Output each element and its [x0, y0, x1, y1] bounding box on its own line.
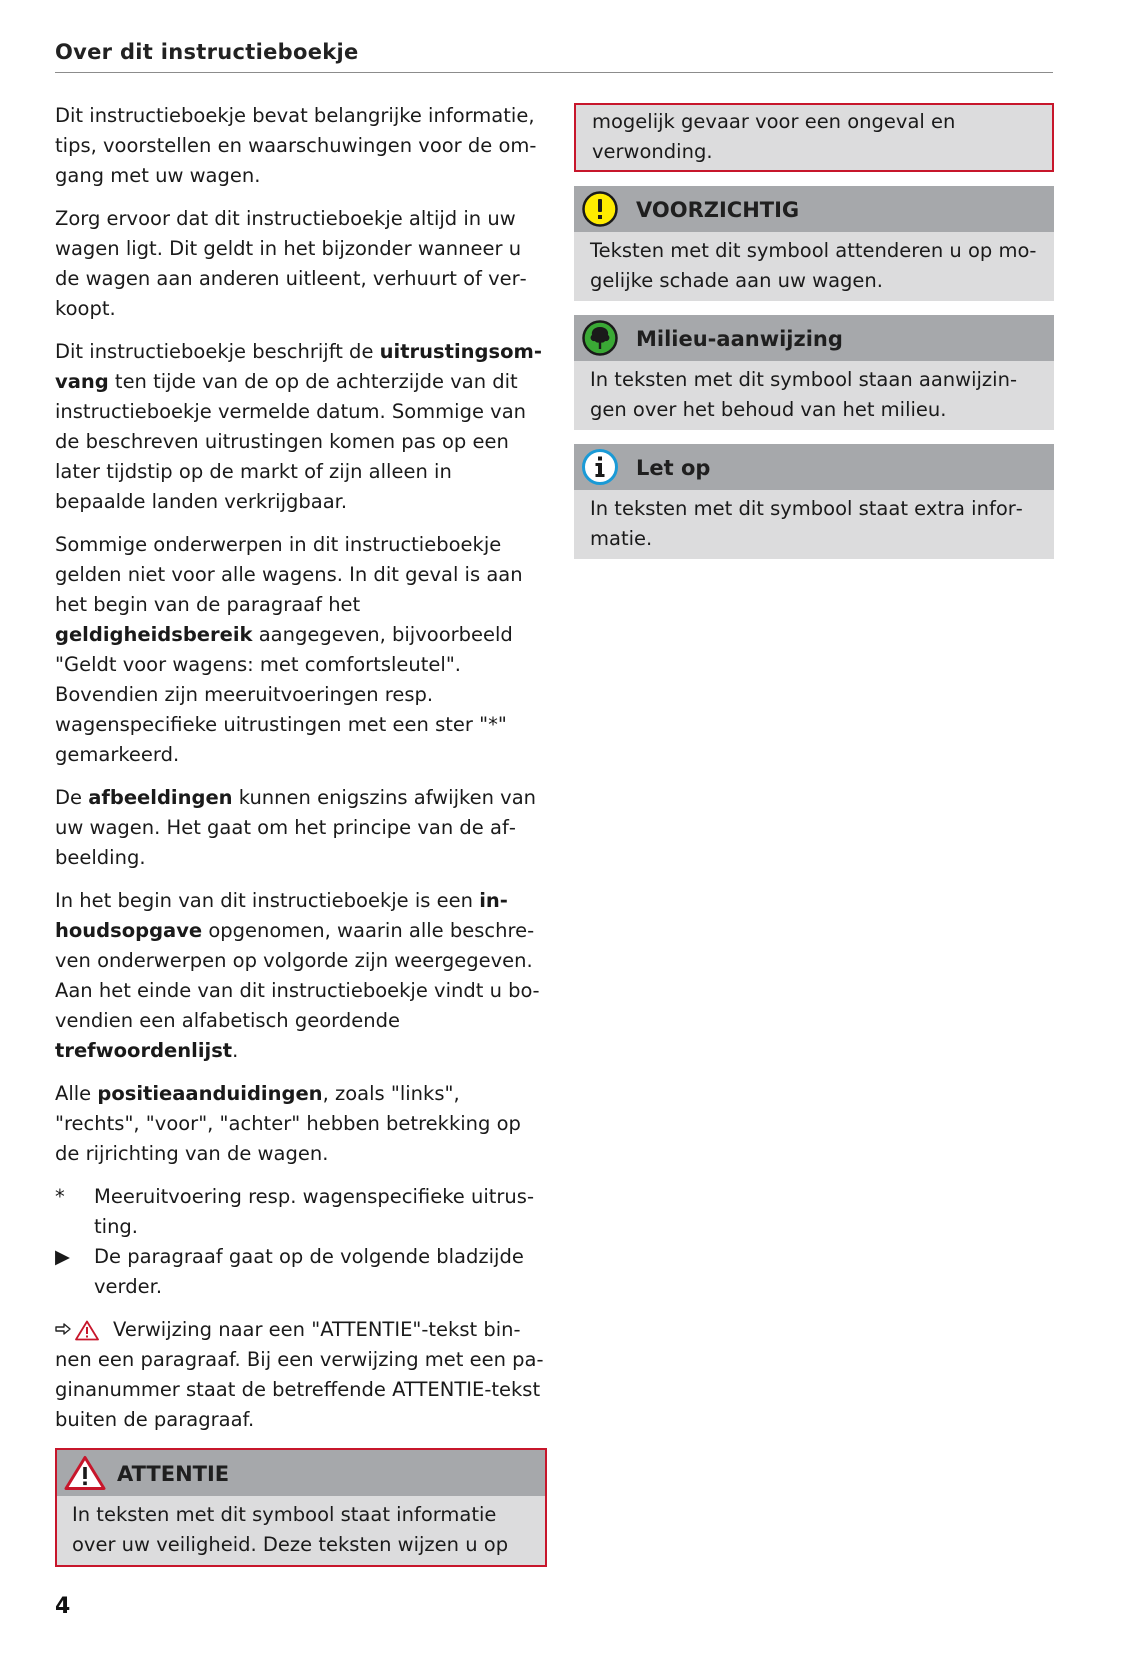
paragraph-intro: Dit instructieboekje bevat belangrijke informatie, tips, voorstellen en waarschuwingen voor de omgang met uw wagen. — [55, 104, 537, 187]
paragraph-images: De afbeeldingen kunnen enigszins afwijken van uw wagen. Het gaat om het principe van de afbeelding. — [55, 786, 537, 869]
warning-triangle-icon — [64, 1455, 106, 1491]
page-header — [55, 38, 1053, 73]
bold-term: inhoudsopgave — [55, 889, 508, 942]
attention-box-header — [57, 1450, 545, 1496]
page-number: 4 — [55, 1594, 71, 1619]
paragraph-validity: Sommige onderwerpen in dit instructieboekje gelden niet voor alle wagens. In dit geval is aan het begin van de paragraaf het geldigheidsbereik aangegeven, bijvoorbeeld "Geldt voor wagens: met comfortsleutel". Bovendien zijn meeruitvoeringen resp. wagenspecifieke uitrustingen met een ster "*" gemarkeerd. — [55, 533, 523, 766]
left-column — [55, 101, 547, 1581]
list-item-text: Meeruitvoering resp. wagenspecifieke uitrusting. — [94, 1185, 534, 1238]
arrow-right-icon — [55, 1323, 72, 1335]
paragraph-equipment-scope: Dit instructieboekje beschrijft de uitrustingsomvang ten tijde van de op de achterzijde van dit instructieboekje vermelde datum. Sommige van de beschreven uitrustingen komen pas op een later tijdstip op de markt of zijn alleen in bepaalde landen verkrijgbaar. — [55, 340, 542, 513]
environment-box-header — [574, 315, 1054, 361]
right-column — [574, 103, 1054, 573]
bold-term: geldigheidsbereik — [55, 623, 253, 646]
page-title: Over dit instructieboekje — [55, 40, 359, 64]
attention-title: ATTENTIE — [117, 1462, 230, 1486]
warning-triangle-icon — [75, 1320, 99, 1341]
paragraph-contents: In het begin van dit instructieboekje is een inhoudsopgave opgenomen, waarin alle beschreven onderwerpen op volgorde zijn weergegeven. Aan het einde van dit instructieboekje vindt u bovendien een alfabetisch geordende trefwoordenlijst. — [55, 889, 540, 1062]
bold-term: uitrustingsomvang — [55, 340, 542, 393]
tree-icon — [581, 319, 619, 357]
environment-body: In teksten met dit symbool staan aanwijzingen over het behoud van het milieu. — [574, 361, 1054, 430]
list-item — [55, 1242, 547, 1302]
attention-box — [55, 1448, 547, 1567]
caution-title: VOORZICHTIG — [636, 198, 800, 222]
exclamation-circle-icon — [581, 190, 619, 228]
paragraph-keep-in-car: Zorg ervoor dat dit instructieboekje altijd in uw wagen ligt. Dit geldt in het bijzonder wanneer u de wagen aan anderen uitleent, verhuurt of verkoopt. — [55, 207, 527, 320]
note-body: In teksten met dit symbool staat extra informatie. — [574, 490, 1054, 559]
environment-box — [574, 315, 1054, 430]
note-box — [574, 444, 1054, 559]
attention-body: In teksten met dit symbool staat informatie over uw veiligheid. Deze teksten wijzen u op — [57, 1496, 545, 1565]
paragraph-attention-reference — [55, 1315, 547, 1435]
note-box-header — [574, 444, 1054, 490]
environment-title: Milieu-aanwijzing — [636, 327, 843, 351]
note-title: Let op — [636, 456, 711, 480]
caution-body: Teksten met dit symbool attenderen u op mogelijke schade aan uw wagen. — [574, 232, 1054, 301]
triangle-right-icon: ▶ — [55, 1245, 70, 1268]
asterisk-marker: * — [55, 1185, 65, 1208]
bold-term: positieaanduidingen — [97, 1082, 323, 1105]
symbol-legend-list — [55, 1182, 547, 1302]
reference-text: Verwijzing naar een "ATTENTIE"-tekst binnen een paragraaf. Bij een verwijzing met een paginanummer staat de betreffende ATTENTIE-tekst buiten de paragraaf. — [55, 1318, 544, 1431]
bold-term: afbeeldingen — [88, 786, 233, 809]
attention-box-continued: mogelijk gevaar voor een ongeval en verwonding. — [574, 103, 1054, 172]
caution-box-header — [574, 186, 1054, 232]
caution-box — [574, 186, 1054, 301]
list-item — [55, 1182, 547, 1242]
bold-term: trefwoordenlijst — [55, 1039, 233, 1062]
list-item-text: De paragraaf gaat op de volgende bladzijde verder. — [94, 1245, 524, 1298]
paragraph-positions: Alle positieaanduidingen, zoals "links", "rechts", "voor", "achter" hebben betrekking op de rijrichting van de wagen. — [55, 1082, 521, 1165]
info-circle-icon — [581, 448, 619, 486]
